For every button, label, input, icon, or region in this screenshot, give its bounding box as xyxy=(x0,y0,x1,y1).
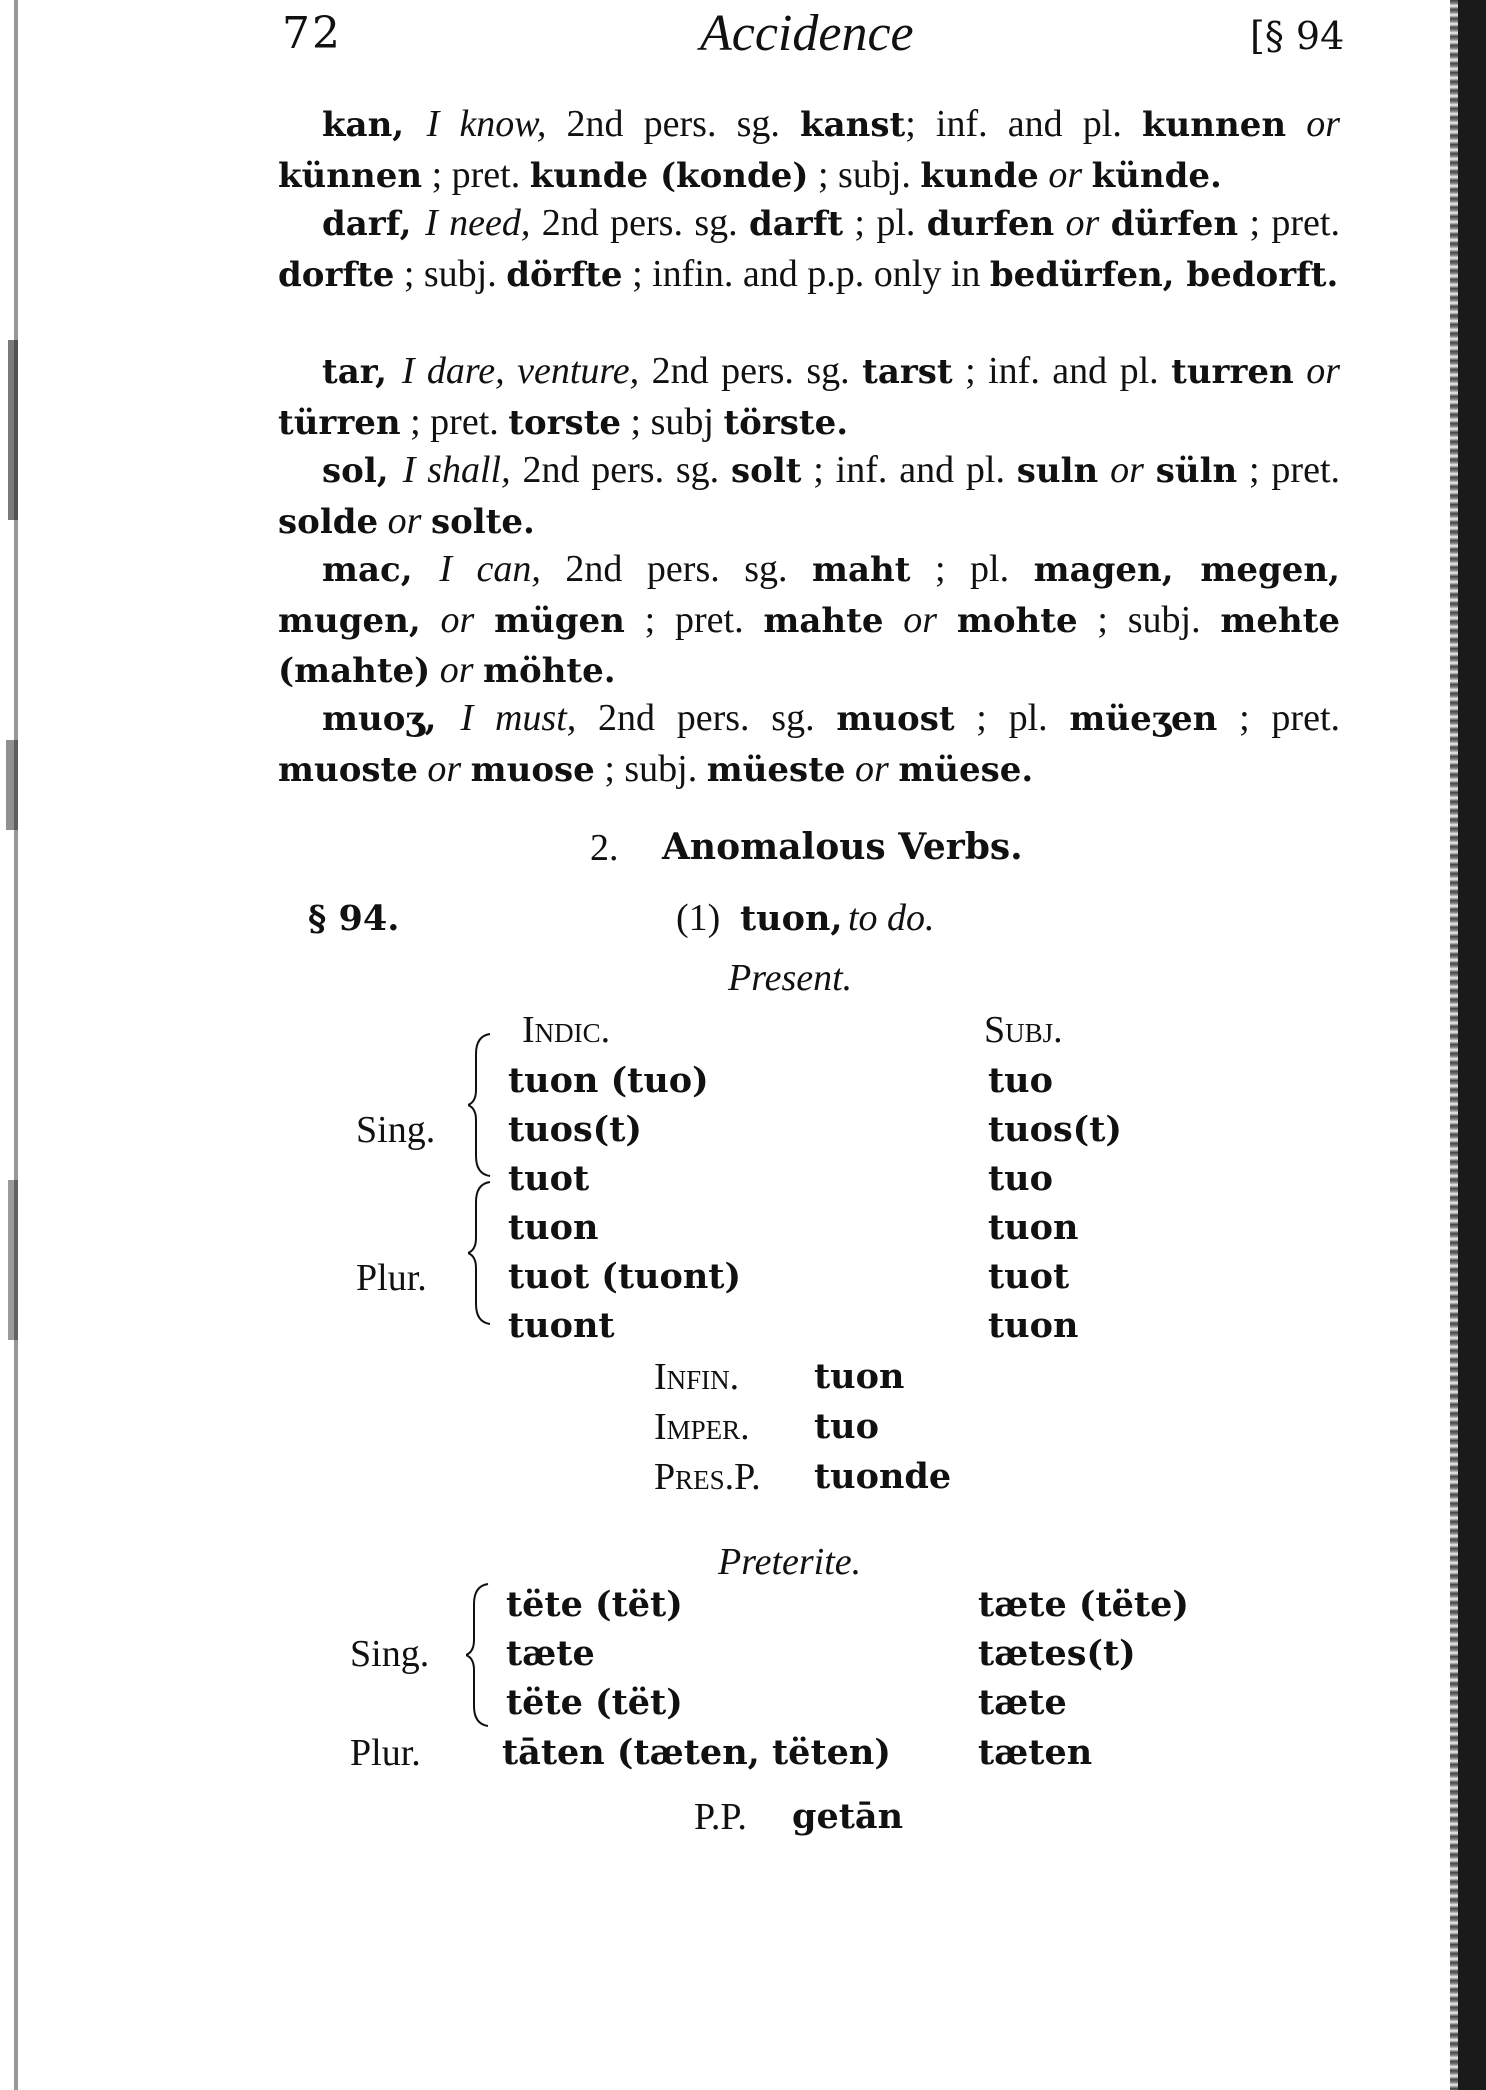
headword-bold: dorfte xyxy=(278,254,395,295)
headword-bold: süln xyxy=(1155,451,1238,491)
gloss-italic: I need, xyxy=(425,202,531,244)
subj-header: Subj. xyxy=(984,1009,1063,1051)
headword-bold: künnen xyxy=(278,155,423,196)
headword-bold: darft xyxy=(748,204,844,244)
headword-bold: türren xyxy=(278,402,401,443)
headword-bold: kan, xyxy=(322,105,427,145)
present-sing-indic-1: tuon (tuo) xyxy=(508,1060,709,1101)
infin-label: Infin. xyxy=(654,1356,740,1398)
present-sing-subj-1: tuo xyxy=(988,1060,1053,1101)
present-sing-brace xyxy=(468,1030,498,1180)
headword-bold: muost xyxy=(836,699,955,739)
preterite-plur-label: Plur. xyxy=(350,1732,421,1774)
headword-bold: mac, xyxy=(322,550,440,590)
gloss-italic: or xyxy=(1306,103,1341,145)
paragraph-tar: tar, I dare, venture, 2nd pers. sg. tarst ; inf. and pl. turren or türren ; pret. torste ; subj törste. xyxy=(278,350,1340,443)
gloss-italic: I dare, venture, xyxy=(401,350,640,392)
headword-bold: dürfen xyxy=(1110,204,1239,244)
imper-value: tuo xyxy=(814,1406,879,1447)
gloss-italic: or xyxy=(1048,153,1083,196)
past-participle-value: getān xyxy=(792,1796,904,1837)
gloss-italic: or xyxy=(855,747,889,790)
present-sing-indic-3: tuot xyxy=(508,1158,590,1199)
headword-bold: müese. xyxy=(898,749,1034,790)
headword-bold: kunde xyxy=(920,155,1039,196)
headword-bold: suln xyxy=(1016,451,1099,491)
headword-bold: muoste xyxy=(278,749,418,790)
headword-bold: kunde (konde) xyxy=(529,155,809,196)
paragraph-muoz: muoʒ, I must, 2nd pers. sg. muost ; pl. müeʒen ; pret. muoste or muose ; subj. müeste or müese. xyxy=(278,697,1340,790)
running-title: Accidence xyxy=(700,5,914,62)
present-plur-indic-2: tuot (tuont) xyxy=(508,1256,742,1297)
preterite-sing-brace xyxy=(466,1580,496,1730)
section-number: 2. xyxy=(590,827,619,869)
present-plur-brace xyxy=(468,1178,498,1328)
headword-bold: möhte. xyxy=(483,651,616,691)
headword-bold: darf, xyxy=(322,204,426,244)
present-sing-label: Sing. xyxy=(356,1109,436,1151)
infin-value: tuon xyxy=(814,1356,905,1397)
preterite-heading: Preterite. xyxy=(718,1541,862,1583)
pres-participle-label: Pres.P. xyxy=(654,1456,761,1498)
gloss-italic: I shall, xyxy=(402,449,511,491)
present-heading: Present. xyxy=(728,957,853,999)
present-sing-indic-2: tuos(t) xyxy=(508,1109,642,1150)
headword-bold: mahte xyxy=(763,600,884,641)
headword-bold: kanst xyxy=(800,105,906,145)
headword-bold: durfen xyxy=(926,204,1055,244)
imper-label: Imper. xyxy=(654,1406,750,1448)
preterite-sing-label: Sing. xyxy=(350,1633,430,1675)
headword-bold: dörfte xyxy=(506,254,623,295)
preterite-sing-subj-1: tæte (tëte) xyxy=(978,1584,1189,1625)
present-plur-subj-2: tuot xyxy=(988,1256,1070,1297)
scan-edge-right-fringe xyxy=(1450,0,1458,2090)
headword-bold: muose xyxy=(470,749,595,790)
section-title: Anomalous Verbs. xyxy=(662,826,1023,868)
gloss-italic: or xyxy=(440,598,475,641)
preterite-sing-subj-3: tæte xyxy=(978,1682,1067,1723)
scan-edge-left xyxy=(14,0,18,2090)
gloss-italic: or xyxy=(1065,202,1100,244)
present-plur-indic-3: tuont xyxy=(508,1305,615,1346)
preterite-plur-subj: tæten xyxy=(978,1732,1093,1773)
headword-bold: solte. xyxy=(430,501,535,542)
gloss-italic: or xyxy=(387,499,422,542)
gloss-italic: or xyxy=(439,649,474,691)
gloss-italic: or xyxy=(903,598,938,641)
present-plur-indic-1: tuon xyxy=(508,1207,599,1248)
scan-mark xyxy=(8,340,18,520)
gloss-italic: I can, xyxy=(439,548,541,590)
headword-bold: solde xyxy=(278,501,379,542)
present-plur-subj-3: tuon xyxy=(988,1305,1079,1346)
headword-bold: solt xyxy=(731,451,802,491)
present-plur-label: Plur. xyxy=(356,1257,427,1299)
headword-bold: magen, megen, mugen, xyxy=(278,550,1340,641)
headword-bold: bedürfen, bedorft. xyxy=(989,254,1339,295)
paragraph-label: § 94. xyxy=(308,898,400,939)
headword-bold: torste xyxy=(508,402,622,443)
headword-bold: künde. xyxy=(1091,155,1222,196)
verb-heading: tuon, xyxy=(740,898,843,939)
headword-bold: müeʒen xyxy=(1069,699,1218,739)
headword-bold: mügen xyxy=(494,600,625,641)
verb-gloss: to do. xyxy=(848,897,935,939)
gloss-italic: or xyxy=(427,747,462,790)
present-plur-subj-1: tuon xyxy=(988,1207,1079,1248)
preterite-sing-subj-2: tætes(t) xyxy=(978,1633,1136,1674)
scan-edge-right xyxy=(1458,0,1486,2090)
section-reference: [§ 94 xyxy=(1250,14,1345,58)
headword-bold: muoʒ, xyxy=(322,699,461,739)
headword-bold: maht xyxy=(812,550,911,590)
paragraph-mac: mac, I can, 2nd pers. sg. maht ; pl. magen, megen, mugen, or mügen ; pret. mahte or mohte ; subj. mehte (mahte) or möhte. xyxy=(278,548,1341,691)
page-number: 72 xyxy=(282,8,342,59)
scan-mark xyxy=(8,1180,18,1340)
pres-participle-value: tuonde xyxy=(814,1456,952,1497)
headword-bold: kunnen xyxy=(1142,105,1287,145)
gloss-italic: or xyxy=(1110,449,1144,491)
preterite-sing-indic-2: tæte xyxy=(506,1633,595,1674)
paragraph-darf: darf, I need, 2nd pers. sg. darft ; pl. durfen or dürfen ; pret. dorfte ; subj. dörfte ; infin. and p.p. only in bedürfen, bedorft. xyxy=(278,202,1340,295)
subsection-number: (1) xyxy=(676,897,721,939)
headword-bold: mohte xyxy=(956,600,1078,641)
present-sing-subj-3: tuo xyxy=(988,1158,1053,1199)
paragraph-sol: sol, I shall, 2nd pers. sg. solt ; inf. and pl. suln or süln ; pret. solde or solte. xyxy=(278,449,1341,542)
headword-bold: mehte (mahte) xyxy=(278,600,1341,691)
headword-bold: tarst xyxy=(862,352,953,392)
preterite-sing-indic-1: tëte (tët) xyxy=(506,1584,683,1625)
headword-bold: sol, xyxy=(322,451,403,491)
preterite-plur-indic: tāten (tæten, tëten) xyxy=(502,1732,891,1773)
gloss-italic: or xyxy=(1306,350,1340,392)
gloss-italic: I know, xyxy=(426,103,547,145)
present-sing-subj-2: tuos(t) xyxy=(988,1109,1122,1150)
indic-header: Indic. xyxy=(522,1009,611,1051)
paragraph-kan: kan, I know, 2nd pers. sg. kanst; inf. and pl. kunnen or künnen ; pret. kunde (konde) ; subj. kunde or künde. xyxy=(278,103,1341,196)
headword-bold: törste. xyxy=(723,402,849,443)
past-participle-label: P.P. xyxy=(694,1796,747,1838)
headword-bold: turren xyxy=(1171,352,1294,392)
scan-mark xyxy=(6,740,18,830)
headword-bold: tar, xyxy=(322,352,402,392)
preterite-sing-indic-3: tëte (tët) xyxy=(506,1682,683,1723)
gloss-italic: I must, xyxy=(460,697,577,739)
headword-bold: müeste xyxy=(706,749,846,790)
